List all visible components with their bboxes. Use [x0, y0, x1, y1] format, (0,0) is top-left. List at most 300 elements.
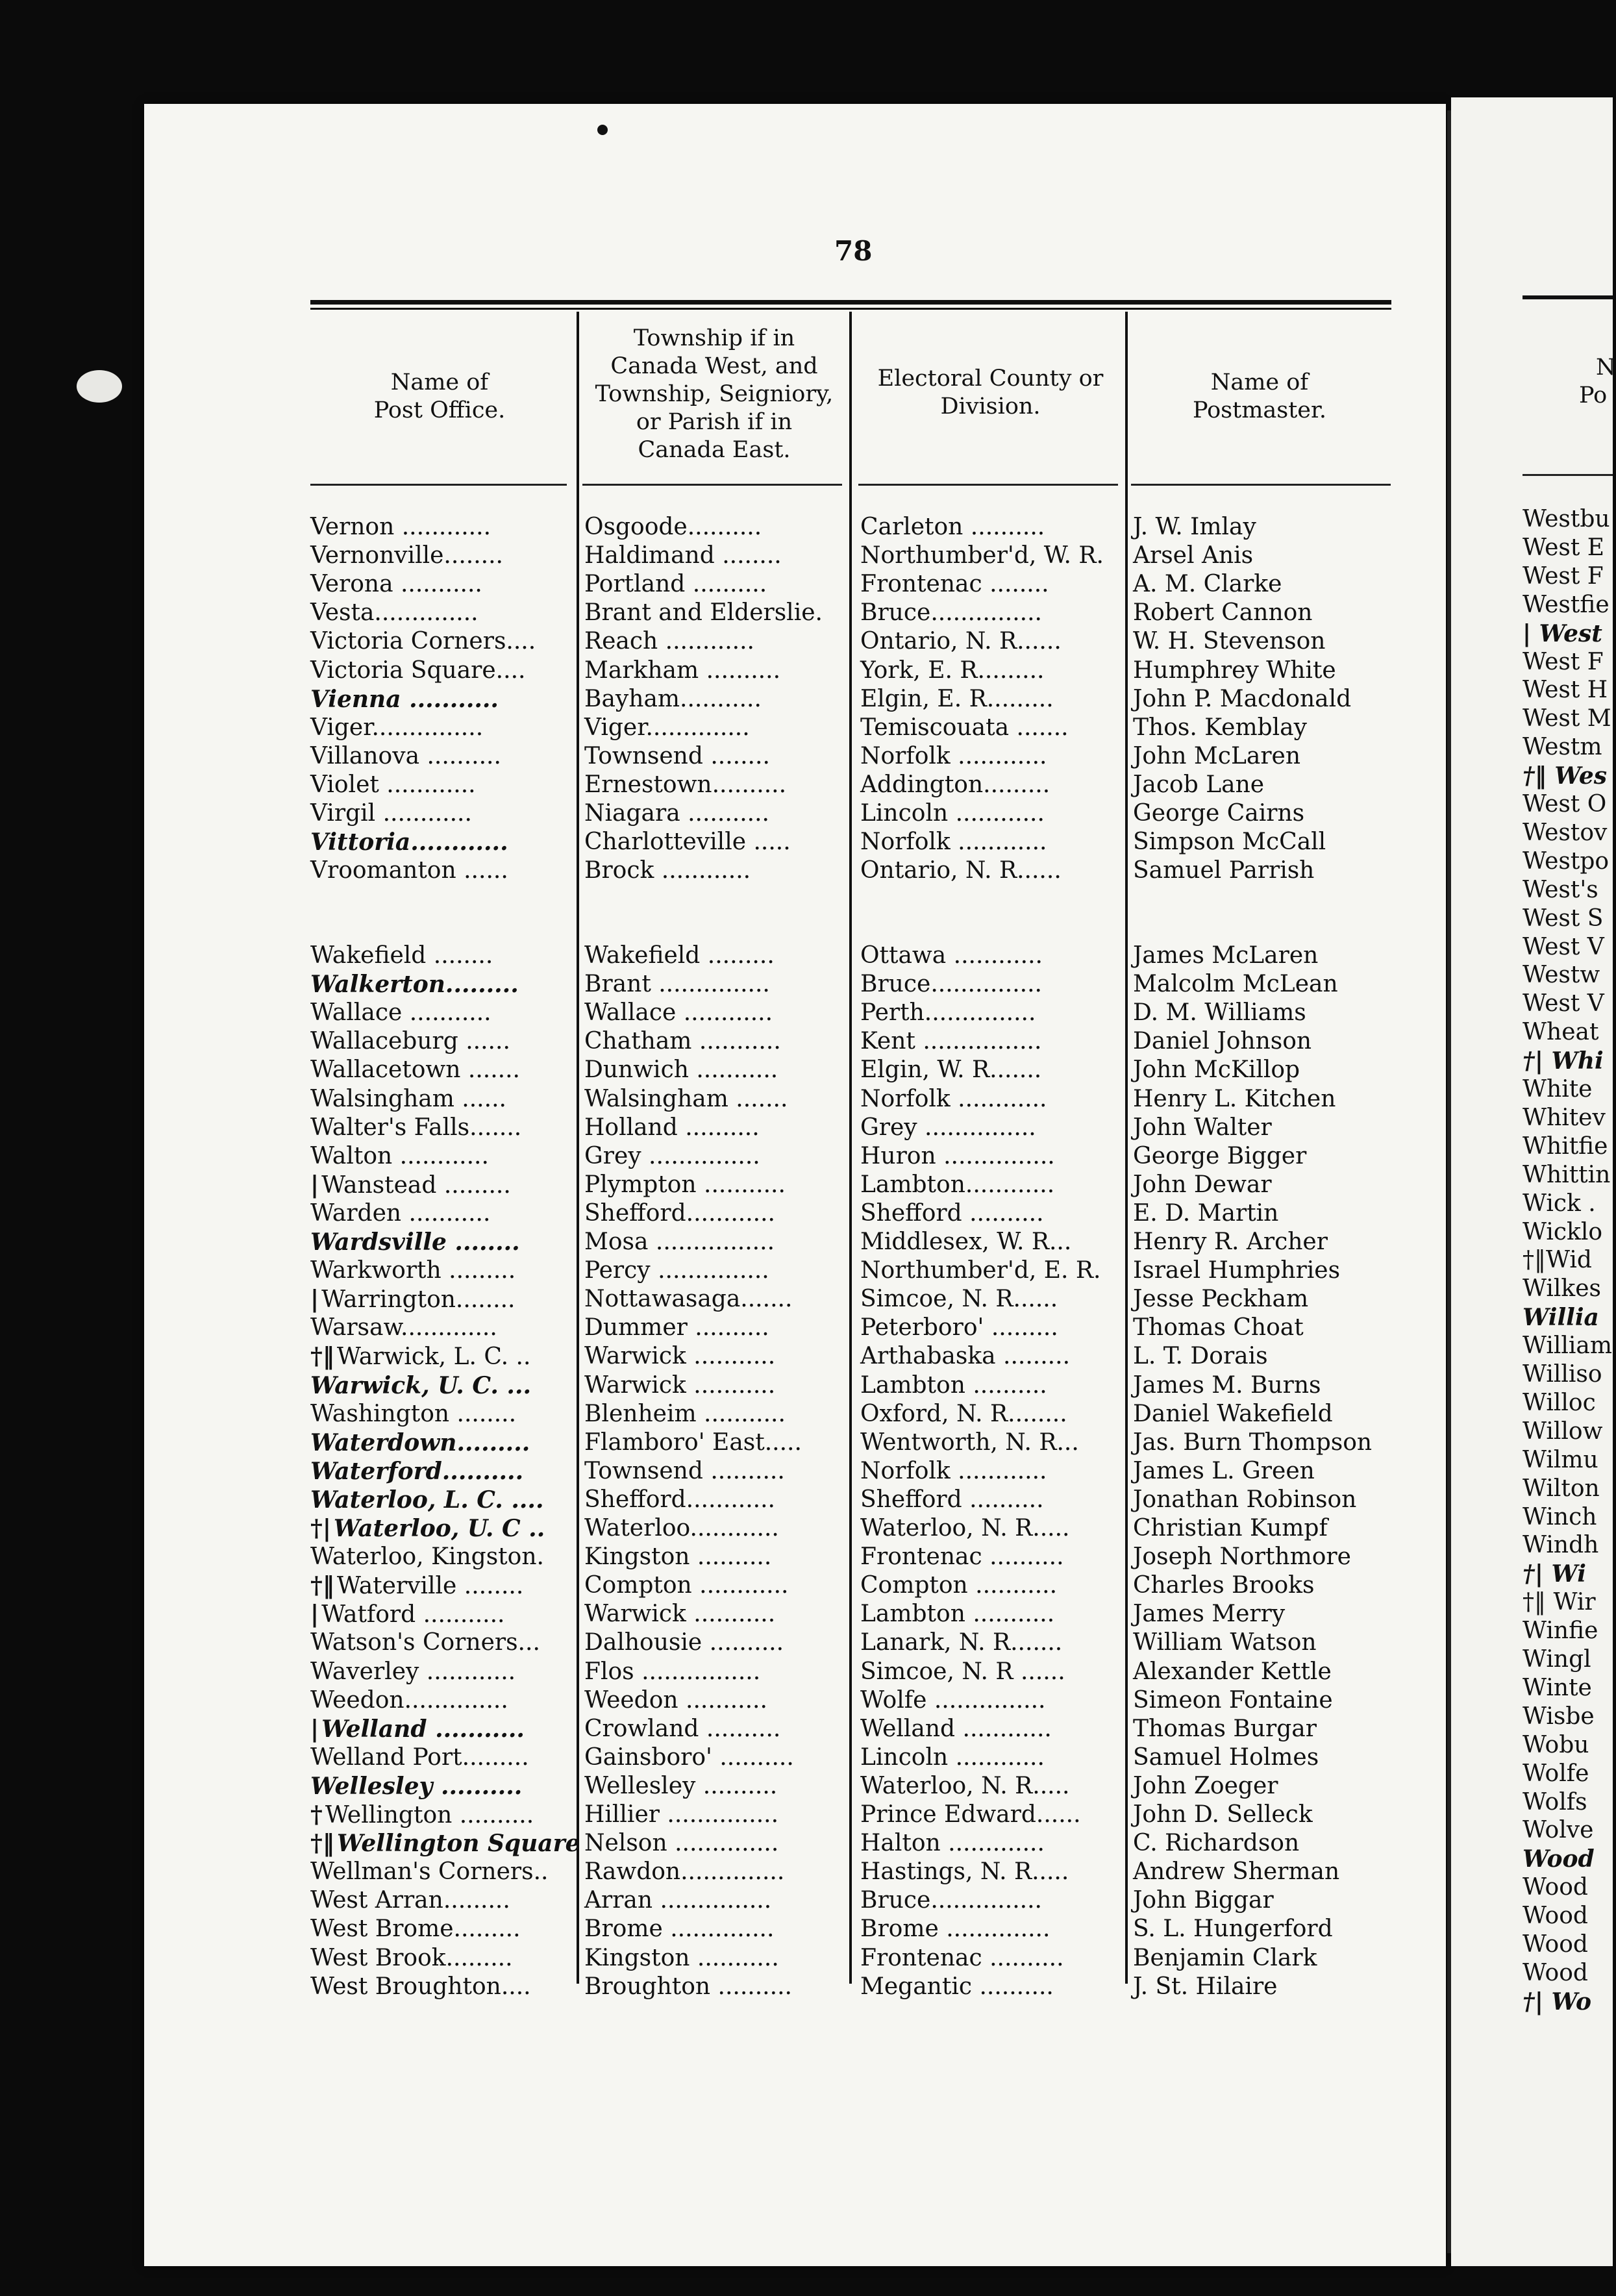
- postmaster-name: John McKillop: [1133, 1056, 1300, 1084]
- postmaster-name: Thomas Choat: [1133, 1314, 1304, 1341]
- township: Shefford............: [584, 1199, 775, 1227]
- electoral-county: Frontenac ..........: [860, 1944, 1064, 1971]
- table-row: [0, 1285, 1613, 1314]
- table-row: [0, 1915, 1613, 1943]
- postmaster-name: Joseph Northmore: [1133, 1543, 1351, 1571]
- post-office-name: [310, 1371, 569, 1401]
- township: Chatham ...........: [584, 1028, 781, 1055]
- facing-list-item: William: [1523, 1332, 1613, 1360]
- facing-list-item: Westpo: [1523, 847, 1610, 875]
- header-post-office: Name of Post Office.: [373, 369, 506, 423]
- post-office-label: Walkerton.........: [310, 971, 519, 999]
- township: Kingston ..........: [584, 1543, 772, 1571]
- township: Viger..............: [584, 714, 750, 741]
- electoral-county: Bruce...............: [860, 1887, 1042, 1914]
- facing-list-item: Wingl: [1523, 1646, 1591, 1673]
- post-office-label: West Broughton....: [310, 1973, 531, 2000]
- facing-list-item: Winfie: [1523, 1617, 1598, 1645]
- post-office-label: Waterdown.........: [310, 1429, 530, 1456]
- electoral-county: Simcoe, N. R......: [860, 1286, 1058, 1313]
- township: Brome ..............: [584, 1915, 775, 1943]
- post-office-name: [310, 1543, 569, 1571]
- electoral-county: Hastings, N. R.....: [860, 1858, 1069, 1886]
- table-row: [0, 1944, 1613, 1973]
- route-mark: †‖: [310, 1572, 334, 1600]
- electoral-county: Elgin, E. R.........: [860, 685, 1054, 712]
- post-office-name: [310, 1973, 569, 2001]
- post-office-label: Waterloo, L. C. ....: [310, 1486, 544, 1514]
- postmaster-name: Samuel Holmes: [1133, 1743, 1319, 1771]
- route-mark: |: [310, 1286, 319, 1314]
- post-office-name: [310, 970, 569, 999]
- postmaster-name: George Bigger: [1133, 1142, 1307, 1169]
- township: Flos ................: [584, 1658, 761, 1685]
- electoral-county: Welland ............: [860, 1715, 1052, 1742]
- post-office-label: Wellington ..........: [325, 1802, 534, 1828]
- postmaster-name: Jas. Burn Thompson: [1133, 1429, 1373, 1456]
- facing-list-item: Wood: [1523, 1845, 1595, 1873]
- postmaster-name: Thomas Burgar: [1133, 1715, 1317, 1742]
- post-office-label: West Arran.........: [310, 1887, 510, 1914]
- township: Mosa ................: [584, 1229, 775, 1255]
- electoral-county: Waterloo, N. R.....: [860, 1772, 1070, 1799]
- post-office-label: Welland Port.........: [310, 1743, 529, 1771]
- facing-list-item: West S: [1523, 905, 1604, 932]
- facing-list-item: Wood: [1523, 1874, 1588, 1901]
- table-row: [0, 1314, 1613, 1342]
- route-mark: |: [310, 1601, 319, 1628]
- table-row: [0, 1973, 1613, 2001]
- postmaster-name: Benjamin Clark: [1133, 1944, 1317, 1971]
- township: Brant and Elderslie.: [584, 599, 823, 627]
- table-row: [0, 1486, 1613, 1514]
- table-row: [0, 1342, 1613, 1371]
- post-office-label: Walton ............: [310, 1142, 489, 1169]
- township: Percy ...............: [584, 1257, 769, 1284]
- township: Brant ...............: [584, 971, 770, 998]
- township: Wellesley ..........: [584, 1772, 778, 1799]
- post-office-label: Washington ........: [310, 1400, 517, 1427]
- post-office-name: [310, 1429, 569, 1458]
- post-office-name: [310, 1686, 569, 1715]
- route-mark: |: [310, 1715, 319, 1743]
- route-mark: †‖: [310, 1830, 334, 1858]
- post-office-label: Walter's Falls.......: [310, 1114, 522, 1141]
- electoral-county: Lambton ..........: [860, 1371, 1047, 1399]
- post-office-label: Verona ...........: [310, 571, 482, 598]
- post-office-name: [310, 1829, 580, 1858]
- post-office-name: [310, 1256, 569, 1285]
- facing-list-item: Whitfie: [1523, 1132, 1608, 1160]
- electoral-county: Simcoe, N. R ......: [860, 1658, 1065, 1685]
- scan-blemish: [77, 370, 122, 403]
- facing-rule: [1523, 295, 1613, 299]
- township: Warwick ...........: [584, 1601, 776, 1628]
- postmaster-name: Robert Cannon: [1133, 599, 1313, 627]
- post-office-label: Vernon ............: [310, 514, 491, 540]
- electoral-county: Frontenac ..........: [860, 1543, 1064, 1571]
- facing-list-item: Westm: [1523, 734, 1602, 761]
- ink-dot: [597, 125, 608, 135]
- township: Blenheim ...........: [584, 1400, 786, 1427]
- electoral-county: York, E. R.........: [860, 656, 1045, 684]
- post-office-name: [310, 942, 569, 970]
- electoral-county: Northumber'd, W. R.: [860, 542, 1104, 569]
- facing-list-item: Windh: [1523, 1532, 1599, 1559]
- facing-list-item: Willow: [1523, 1417, 1603, 1445]
- post-office-label: Warwick, L. C. ..: [336, 1343, 531, 1371]
- postmaster-name: J. W. Imlay: [1133, 514, 1256, 540]
- township: Waterloo............: [584, 1515, 779, 1541]
- table-row: [0, 1715, 1613, 1743]
- route-mark: †: [310, 1801, 323, 1828]
- township: Nottawasaga.......: [584, 1286, 793, 1313]
- electoral-county: Ontario, N. R......: [860, 857, 1062, 884]
- facing-list-item: Whittin: [1523, 1161, 1611, 1188]
- header-rule-1: [310, 484, 567, 486]
- electoral-county: Prince Edward......: [860, 1801, 1081, 1828]
- post-office-name: [310, 1858, 569, 1886]
- post-office-name: [310, 513, 569, 542]
- post-office-name: [310, 1085, 569, 1114]
- postmaster-name: D. M. Williams: [1133, 999, 1306, 1027]
- postmaster-name: Arsel Anis: [1133, 542, 1254, 569]
- facing-list-item: West F: [1523, 562, 1604, 590]
- postmaster-name: Samuel Parrish: [1133, 857, 1315, 884]
- township: Shefford............: [584, 1486, 775, 1513]
- township: Charlotteville .....: [584, 829, 791, 856]
- facing-list-item: Wolfs: [1523, 1788, 1587, 1816]
- post-office-label: Vesta..............: [310, 599, 479, 627]
- facing-list-item: Wicklo: [1523, 1218, 1603, 1245]
- top-rule: [310, 300, 1391, 305]
- township: Dunwich ...........: [584, 1056, 778, 1084]
- electoral-county: Bruce...............: [860, 599, 1042, 627]
- post-office-name: [310, 1171, 569, 1200]
- post-office-label: Warwick, U. C. ...: [310, 1371, 532, 1399]
- post-office-label: Vernonville........: [310, 542, 503, 569]
- post-office-label: Wanstead .........: [321, 1171, 511, 1199]
- electoral-county: Arthabaska .........: [860, 1343, 1071, 1370]
- table-row: [0, 1400, 1613, 1429]
- postmaster-name: Charles Brooks: [1133, 1572, 1315, 1599]
- township: Niagara ...........: [584, 800, 769, 827]
- township: Ernestown..........: [584, 771, 787, 798]
- facing-list-item: West V: [1523, 933, 1604, 960]
- post-office-name: [310, 1228, 569, 1257]
- post-office-label: Wardsville ........: [310, 1229, 520, 1256]
- table-row: [0, 1514, 1613, 1543]
- post-office-name: [310, 685, 569, 714]
- post-office-name: [310, 1199, 569, 1228]
- electoral-county: Norfolk ............: [860, 1085, 1047, 1112]
- township: Walsingham .......: [584, 1085, 788, 1112]
- facing-header-rule: [1523, 474, 1613, 476]
- township: Weedon ...........: [584, 1686, 767, 1714]
- facing-list-item: Williso: [1523, 1361, 1602, 1388]
- postmaster-name: Alexander Kettle: [1133, 1658, 1332, 1685]
- post-office-name: [310, 1114, 569, 1142]
- township: Broughton ..........: [584, 1973, 792, 2000]
- township: Arran ...............: [584, 1887, 772, 1914]
- facing-list-item: †| Wo: [1523, 1988, 1591, 2015]
- table-row: [0, 1772, 1613, 1801]
- township: Plympton ...........: [584, 1171, 786, 1198]
- post-office-name: [310, 1056, 569, 1084]
- electoral-county: Perth...............: [860, 999, 1036, 1027]
- electoral-county: Norfolk ............: [860, 1457, 1047, 1484]
- township: Grey ...............: [584, 1142, 760, 1169]
- table-row: [0, 771, 1613, 799]
- post-office-label: Wellesley ..........: [310, 1772, 523, 1800]
- post-office-name: [310, 1600, 569, 1629]
- table-row: [0, 1142, 1613, 1171]
- facing-list-item: †‖ Wir: [1523, 1589, 1596, 1616]
- post-office-name: [310, 542, 569, 570]
- post-office-label: Wellington Square: [336, 1830, 580, 1858]
- post-office-label: Walsingham ......: [310, 1085, 506, 1112]
- electoral-county: Addington.........: [860, 771, 1050, 798]
- facing-list-item: West O: [1523, 791, 1607, 817]
- post-office-name: [310, 627, 569, 656]
- table-row: [0, 1457, 1613, 1486]
- table-row: [0, 542, 1613, 570]
- post-office-name: [310, 1514, 569, 1543]
- facing-list-item: Wobu: [1523, 1731, 1589, 1758]
- post-office-label: Warden ...........: [310, 1199, 491, 1227]
- facing-list-item: Westw: [1523, 962, 1600, 989]
- post-office-name: [310, 1801, 569, 1830]
- post-office-name: [310, 1915, 569, 1943]
- post-office-label: Warrington........: [321, 1286, 516, 1314]
- township: Compton ............: [584, 1572, 789, 1599]
- electoral-county: Shefford ..........: [860, 1199, 1044, 1227]
- post-office-name: [310, 656, 569, 685]
- electoral-county: Wentworth, N. R...: [860, 1429, 1079, 1456]
- facing-list-item: Wolve: [1523, 1817, 1594, 1844]
- post-office-label: Violet ............: [310, 771, 476, 798]
- electoral-county: Megantic ..........: [860, 1973, 1054, 2000]
- facing-list-item: West F: [1523, 648, 1604, 675]
- facing-header-1: N: [1596, 355, 1616, 381]
- post-office-name: [310, 1314, 569, 1342]
- postmaster-name: John Biggar: [1133, 1887, 1274, 1914]
- post-office-label: Virgil ............: [310, 800, 472, 827]
- postmaster-name: Christian Kumpf: [1133, 1515, 1328, 1541]
- post-office-name: [310, 1886, 569, 1915]
- facing-list-item: Wolfe: [1523, 1760, 1589, 1787]
- electoral-county: Northumber'd, E. R.: [860, 1257, 1101, 1284]
- township: Wakefield .........: [584, 942, 775, 969]
- facing-list-item: Winch: [1523, 1503, 1597, 1530]
- electoral-county: Oxford, N. R........: [860, 1400, 1067, 1427]
- township: Warwick ...........: [584, 1343, 776, 1370]
- postmaster-name: John Dewar: [1133, 1171, 1272, 1198]
- postmaster-name: Malcolm McLean: [1133, 971, 1338, 998]
- table-row: [0, 999, 1613, 1027]
- table-row: [0, 1256, 1613, 1285]
- postmaster-name: Israel Humphries: [1133, 1257, 1341, 1284]
- post-office-label: Waverley ............: [310, 1658, 516, 1685]
- postmaster-name: James McLaren: [1133, 942, 1319, 969]
- post-office-name: [310, 828, 569, 857]
- post-office-name: [310, 1743, 569, 1772]
- facing-list-item: Westfie: [1523, 591, 1610, 618]
- table-row: [0, 1199, 1613, 1228]
- post-office-name: [310, 1285, 569, 1314]
- post-office-name: [310, 856, 569, 885]
- post-office-name: [310, 570, 569, 599]
- postmaster-name: James L. Green: [1133, 1457, 1315, 1484]
- facing-list-item: Wisbe: [1523, 1703, 1595, 1730]
- table-row: [0, 828, 1613, 856]
- postmaster-name: John Walter: [1133, 1114, 1272, 1141]
- township: Wallace ............: [584, 999, 773, 1027]
- post-office-label: Weedon..............: [310, 1686, 508, 1714]
- facing-list-item: Wilkes: [1523, 1275, 1601, 1303]
- facing-list-item: †‖ Wes: [1523, 762, 1608, 790]
- table-row: [0, 1056, 1613, 1084]
- table-row: [0, 1543, 1613, 1571]
- electoral-county: Grey ...............: [860, 1114, 1036, 1141]
- table-row: [0, 970, 1613, 999]
- header-postmaster: Name of Postmaster.: [1192, 369, 1327, 423]
- post-office-name: [310, 1571, 569, 1601]
- postmaster-name: James M. Burns: [1133, 1371, 1321, 1399]
- postmaster-name: Humphrey White: [1133, 656, 1336, 684]
- postmaster-name: Jonathan Robinson: [1133, 1486, 1357, 1513]
- post-office-label: Vittoria............: [310, 829, 508, 856]
- post-office-name: [310, 1486, 569, 1515]
- table-row: [0, 856, 1613, 885]
- post-office-name: [310, 771, 569, 799]
- table-row: [0, 1858, 1613, 1886]
- electoral-county: Lanark, N. R.......: [860, 1629, 1063, 1656]
- electoral-county: Norfolk ............: [860, 742, 1047, 769]
- postmaster-name: Daniel Wakefield: [1133, 1400, 1333, 1427]
- township: Gainsboro' ..........: [584, 1743, 794, 1771]
- electoral-county: Huron ...............: [860, 1142, 1055, 1169]
- postmaster-name: Jesse Peckham: [1133, 1286, 1309, 1313]
- post-office-label: Warkworth .........: [310, 1257, 516, 1284]
- electoral-county: Shefford ..........: [860, 1486, 1044, 1513]
- post-office-name: [310, 1400, 569, 1429]
- post-office-label: Viger...............: [310, 714, 484, 741]
- post-office-label: Victoria Corners....: [310, 628, 536, 655]
- electoral-county: Norfolk ............: [860, 829, 1047, 856]
- township: Crowland ..........: [584, 1715, 781, 1742]
- table-row: [0, 942, 1613, 970]
- post-office-label: Wallace ...........: [310, 999, 491, 1027]
- facing-list-item: | West: [1523, 619, 1602, 647]
- table-row: [0, 1743, 1613, 1772]
- postmaster-name: John McLaren: [1133, 742, 1301, 769]
- township: Portland ..........: [584, 571, 767, 598]
- post-office-label: Welland ...........: [321, 1715, 525, 1743]
- facing-list-item: Wood: [1523, 1903, 1588, 1930]
- postmaster-name: Jacob Lane: [1133, 771, 1265, 798]
- electoral-county: Lambton ...........: [860, 1601, 1055, 1628]
- postmaster-name: Simpson McCall: [1133, 829, 1326, 856]
- postmaster-name: A. M. Clarke: [1133, 571, 1282, 598]
- facing-list-item: Winte: [1523, 1674, 1592, 1701]
- electoral-county: Wolfe ...............: [860, 1686, 1046, 1714]
- electoral-county: Ontario, N. R......: [860, 628, 1062, 655]
- facing-header-2: Po: [1579, 382, 1608, 408]
- post-office-label: Waterville ........: [336, 1573, 524, 1600]
- table-row: [0, 1801, 1613, 1829]
- facing-list-item: Whitev: [1523, 1104, 1606, 1131]
- electoral-county: Frontenac ........: [860, 571, 1049, 598]
- post-office-label: Vroomanton ......: [310, 857, 508, 884]
- township: Townsend ..........: [584, 1457, 785, 1484]
- post-office-label: Wallaceburg ......: [310, 1028, 510, 1055]
- township: Kingston ...........: [584, 1944, 779, 1971]
- post-office-name: [310, 599, 569, 627]
- table-row: [0, 513, 1613, 542]
- table-row: [0, 1886, 1613, 1915]
- route-mark: |: [310, 1171, 319, 1199]
- post-office-label: Wakefield ........: [310, 942, 493, 969]
- table-row: [0, 570, 1613, 599]
- table-row: [0, 599, 1613, 627]
- post-office-label: West Brome.........: [310, 1915, 521, 1943]
- table-row: [0, 1571, 1613, 1600]
- township: Haldimand ........: [584, 542, 782, 569]
- post-office-label: Watson's Corners...: [310, 1629, 540, 1656]
- table-row: [0, 1600, 1613, 1628]
- township: Warwick ...........: [584, 1371, 776, 1399]
- table-row: [0, 799, 1613, 828]
- postmaster-name: W. H. Stevenson: [1133, 628, 1326, 655]
- electoral-county: Carleton ..........: [860, 514, 1045, 540]
- facing-list-item: White: [1523, 1076, 1593, 1103]
- township: Osgoode..........: [584, 514, 762, 540]
- table-row: [0, 1027, 1613, 1056]
- table-row: [0, 1686, 1613, 1715]
- facing-list-item: †‖Wid: [1523, 1247, 1592, 1274]
- facing-list-item: Wood: [1523, 1931, 1588, 1958]
- post-office-name: [310, 1772, 569, 1801]
- route-mark: †‖: [310, 1343, 334, 1371]
- post-office-label: Wallacetown .......: [310, 1056, 520, 1084]
- table-row: [0, 1371, 1613, 1400]
- facing-list-item: Wilmu: [1523, 1446, 1598, 1473]
- facing-list-item: West H: [1523, 677, 1608, 704]
- township: Holland ..........: [584, 1114, 760, 1141]
- table-row: [0, 1171, 1613, 1199]
- postmaster-name: James Merry: [1133, 1601, 1286, 1628]
- post-office-label: Waterford..........: [310, 1457, 524, 1485]
- table-row: [0, 1429, 1613, 1457]
- post-office-name: [310, 714, 569, 742]
- facing-list-item: Westbu: [1523, 506, 1610, 532]
- electoral-county: Peterboro' .........: [860, 1314, 1058, 1341]
- post-office-name: [310, 1142, 569, 1171]
- post-office-label: Vienna ...........: [310, 685, 499, 713]
- post-office-label: Warsaw.............: [310, 1314, 497, 1341]
- postmaster-name: J. St. Hilaire: [1133, 1973, 1278, 2000]
- facing-list-item: Wheat: [1523, 1019, 1599, 1046]
- electoral-county: Brome ..............: [860, 1915, 1050, 1943]
- table-row: [0, 685, 1613, 714]
- post-office-label: Victoria Square....: [310, 656, 526, 684]
- township: Hillier ...............: [584, 1801, 779, 1828]
- facing-list-item: Wilton: [1523, 1475, 1600, 1502]
- postmaster-name: C. Richardson: [1133, 1830, 1300, 1857]
- post-office-name: [310, 1715, 569, 1744]
- post-office-name: [310, 1944, 569, 1973]
